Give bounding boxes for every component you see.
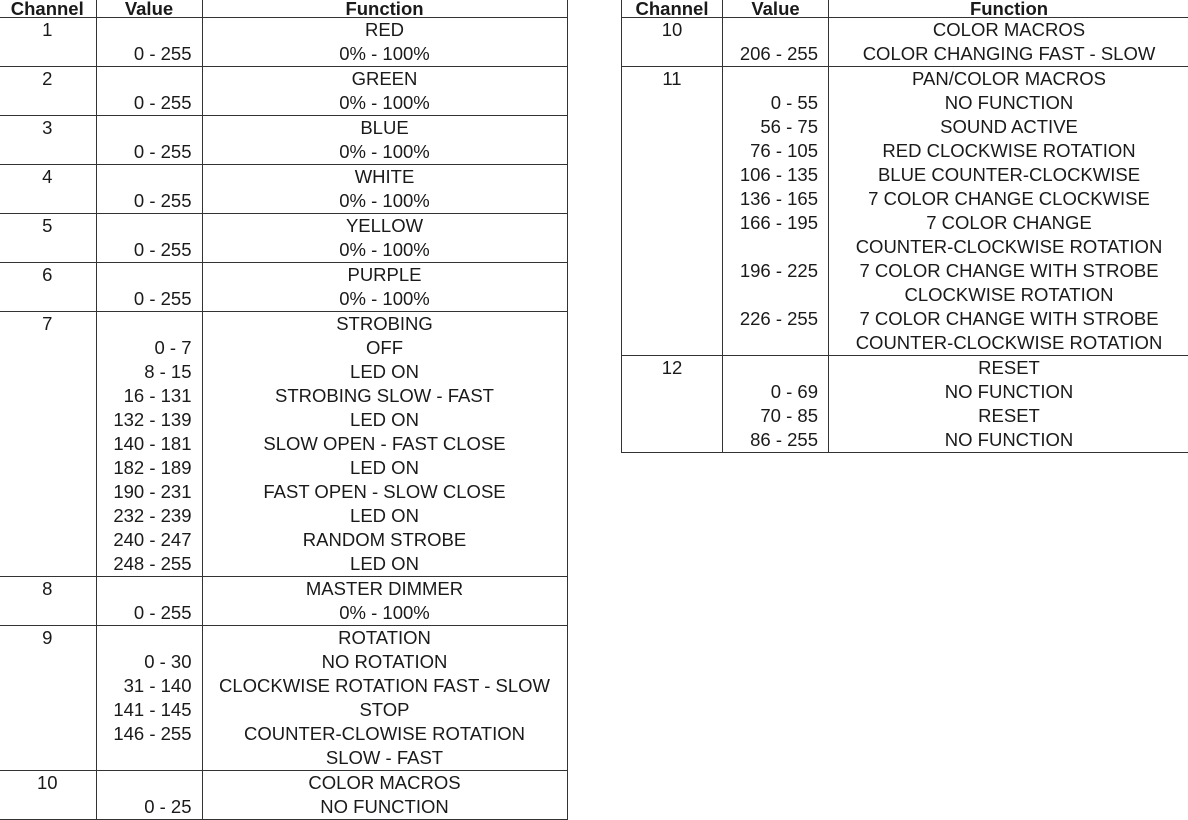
dmx-value-range: 86 - 255 <box>723 428 829 453</box>
channel-number <box>0 408 96 432</box>
dmx-value-range: 0 - 69 <box>723 380 829 404</box>
function-description: RESET <box>829 356 1188 381</box>
function-description: 0% - 100% <box>202 42 567 67</box>
function-description: LED ON <box>202 504 567 528</box>
function-description: RED <box>202 18 567 43</box>
dmx-value-range: 141 - 145 <box>96 698 202 722</box>
dmx-table-right <box>621 0 1188 453</box>
channel-number <box>0 746 96 771</box>
table-row <box>0 408 567 432</box>
function-description: 7 COLOR CHANGE CLOCKWISE <box>829 187 1188 211</box>
channel-group <box>0 165 567 214</box>
dmx-table-left <box>0 0 568 820</box>
table-row <box>0 384 567 408</box>
dmx-value-range: 0 - 55 <box>723 91 829 115</box>
table-row <box>0 140 567 165</box>
dmx-value-range: 0 - 255 <box>96 287 202 312</box>
dmx-value-range: 56 - 75 <box>723 115 829 139</box>
channel-group <box>622 356 1188 453</box>
table-row <box>0 650 567 674</box>
channel-number <box>622 163 723 187</box>
table-row <box>622 91 1188 115</box>
table-row <box>0 771 567 796</box>
channel-number <box>0 360 96 384</box>
table-row <box>0 601 567 626</box>
dmx-value-range: 0 - 7 <box>96 336 202 360</box>
header-function: Function <box>829 0 1188 18</box>
table-row <box>622 139 1188 163</box>
function-description: MASTER DIMMER <box>202 577 567 602</box>
table-row <box>622 356 1188 381</box>
function-description: STROBING SLOW - FAST <box>202 384 567 408</box>
table-row <box>0 480 567 504</box>
channel-number: 9 <box>0 626 96 651</box>
dmx-value-range: 0 - 255 <box>96 238 202 263</box>
table-row <box>0 528 567 552</box>
channel-number <box>0 287 96 312</box>
function-description: CLOCKWISE ROTATION FAST - SLOW <box>202 674 567 698</box>
dmx-value-range: 0 - 255 <box>96 189 202 214</box>
function-description: CLOCKWISE ROTATION <box>829 283 1188 307</box>
channel-number <box>622 235 723 259</box>
function-description: RESET <box>829 404 1188 428</box>
function-description: STROBING <box>202 312 567 337</box>
dmx-value-range <box>96 312 202 337</box>
dmx-value-range: 0 - 255 <box>96 601 202 626</box>
channel-number <box>0 336 96 360</box>
function-description: NO FUNCTION <box>829 91 1188 115</box>
channel-number <box>622 331 723 356</box>
channel-group <box>0 312 567 577</box>
table-row <box>0 67 567 92</box>
table-row <box>0 577 567 602</box>
channel-number: 6 <box>0 263 96 288</box>
channel-group <box>622 18 1188 67</box>
channel-group <box>0 116 567 165</box>
function-description: NO ROTATION <box>202 650 567 674</box>
header-function: Function <box>202 0 567 18</box>
table-row <box>622 404 1188 428</box>
header-channel: Channel <box>0 0 96 18</box>
header-channel: Channel <box>622 0 723 18</box>
dmx-value-range: 16 - 131 <box>96 384 202 408</box>
dmx-value-range <box>96 577 202 602</box>
table-row <box>0 287 567 312</box>
channel-number: 8 <box>0 577 96 602</box>
function-description: YELLOW <box>202 214 567 239</box>
table-row <box>622 211 1188 235</box>
table-row <box>0 263 567 288</box>
channel-group <box>0 67 567 116</box>
table-row <box>622 67 1188 92</box>
function-description: 7 COLOR CHANGE WITH STROBE <box>829 259 1188 283</box>
table-row <box>0 722 567 746</box>
dmx-value-range <box>96 116 202 141</box>
dmx-value-range: 31 - 140 <box>96 674 202 698</box>
table-row <box>0 238 567 263</box>
dmx-value-range <box>723 331 829 356</box>
function-description: LED ON <box>202 456 567 480</box>
dmx-value-range <box>723 67 829 92</box>
dmx-value-range: 0 - 25 <box>96 795 202 820</box>
dmx-value-range <box>96 771 202 796</box>
dmx-value-range: 76 - 105 <box>723 139 829 163</box>
function-description: OFF <box>202 336 567 360</box>
channel-number <box>0 238 96 263</box>
function-description: 0% - 100% <box>202 238 567 263</box>
dmx-value-range: 166 - 195 <box>723 211 829 235</box>
channel-number <box>622 115 723 139</box>
dmx-value-range <box>96 165 202 190</box>
table-row <box>622 307 1188 331</box>
channel-number <box>622 380 723 404</box>
channel-number <box>0 698 96 722</box>
table-row <box>0 360 567 384</box>
function-description: SLOW - FAST <box>202 746 567 771</box>
function-description: NO FUNCTION <box>202 795 567 820</box>
table-row <box>622 428 1188 453</box>
dmx-value-range: 146 - 255 <box>96 722 202 746</box>
dmx-value-range <box>723 235 829 259</box>
table-row <box>0 504 567 528</box>
channel-number <box>622 283 723 307</box>
channel-group <box>0 18 567 67</box>
channel-number <box>0 189 96 214</box>
function-description: NO FUNCTION <box>829 380 1188 404</box>
function-description: LED ON <box>202 552 567 577</box>
dmx-value-range: 190 - 231 <box>96 480 202 504</box>
dmx-value-range: 106 - 135 <box>723 163 829 187</box>
channel-number <box>622 139 723 163</box>
channel-number <box>0 42 96 67</box>
channel-number <box>0 480 96 504</box>
channel-number: 10 <box>0 771 96 796</box>
table-row <box>622 235 1188 259</box>
dmx-value-range: 248 - 255 <box>96 552 202 577</box>
table-row <box>0 432 567 456</box>
dmx-value-range <box>723 283 829 307</box>
dmx-value-range: 0 - 255 <box>96 140 202 165</box>
table-row <box>622 18 1188 43</box>
table-row <box>622 187 1188 211</box>
dmx-value-range: 70 - 85 <box>723 404 829 428</box>
header-value: Value <box>723 0 829 18</box>
function-description: GREEN <box>202 67 567 92</box>
function-description: BLUE <box>202 116 567 141</box>
function-description: 0% - 100% <box>202 91 567 116</box>
channel-number: 3 <box>0 116 96 141</box>
function-description: SOUND ACTIVE <box>829 115 1188 139</box>
function-description: LED ON <box>202 360 567 384</box>
dmx-value-range <box>96 67 202 92</box>
table-row <box>0 214 567 239</box>
dmx-value-range <box>96 746 202 771</box>
function-description: STOP <box>202 698 567 722</box>
table-row <box>0 456 567 480</box>
table-row <box>0 165 567 190</box>
channel-number: 10 <box>622 18 723 43</box>
dmx-value-range: 196 - 225 <box>723 259 829 283</box>
table-row <box>622 115 1188 139</box>
table-row <box>622 259 1188 283</box>
function-description: 0% - 100% <box>202 287 567 312</box>
function-description: FAST OPEN - SLOW CLOSE <box>202 480 567 504</box>
table-row <box>0 91 567 116</box>
channel-group <box>0 771 567 820</box>
table-row <box>0 698 567 722</box>
table-row <box>0 674 567 698</box>
channel-number: 12 <box>622 356 723 381</box>
dmx-value-range: 206 - 255 <box>723 42 829 67</box>
channel-number <box>622 428 723 453</box>
table-row <box>622 331 1188 356</box>
table-row <box>622 283 1188 307</box>
channel-number <box>622 211 723 235</box>
function-description: SLOW OPEN - FAST CLOSE <box>202 432 567 456</box>
channel-number <box>0 140 96 165</box>
function-description: 7 COLOR CHANGE <box>829 211 1188 235</box>
table-row <box>0 312 567 337</box>
dmx-value-range: 0 - 30 <box>96 650 202 674</box>
table-row <box>0 626 567 651</box>
dmx-value-range <box>96 263 202 288</box>
dmx-value-range: 140 - 181 <box>96 432 202 456</box>
function-description: ROTATION <box>202 626 567 651</box>
header-value: Value <box>96 0 202 18</box>
dmx-value-range: 136 - 165 <box>723 187 829 211</box>
dmx-value-range <box>96 214 202 239</box>
channel-number <box>0 528 96 552</box>
function-description: 7 COLOR CHANGE WITH STROBE <box>829 307 1188 331</box>
function-description: BLUE COUNTER-CLOCKWISE <box>829 163 1188 187</box>
channel-number <box>0 384 96 408</box>
dmx-value-range: 8 - 15 <box>96 360 202 384</box>
function-description: PAN/COLOR MACROS <box>829 67 1188 92</box>
channel-group <box>0 626 567 771</box>
channel-number <box>0 504 96 528</box>
channel-number <box>622 307 723 331</box>
table-row <box>0 746 567 771</box>
dmx-value-range: 182 - 189 <box>96 456 202 480</box>
channel-number <box>0 91 96 116</box>
channel-number <box>0 601 96 626</box>
channel-group <box>622 67 1188 356</box>
channel-number <box>0 722 96 746</box>
function-description: COLOR CHANGING FAST - SLOW <box>829 42 1188 67</box>
channel-number: 11 <box>622 67 723 92</box>
function-description: 0% - 100% <box>202 189 567 214</box>
dmx-value-range: 132 - 139 <box>96 408 202 432</box>
channel-number <box>622 91 723 115</box>
table-row <box>0 18 567 43</box>
channel-number <box>0 456 96 480</box>
dmx-value-range: 0 - 255 <box>96 42 202 67</box>
channel-number <box>0 650 96 674</box>
function-description: LED ON <box>202 408 567 432</box>
dmx-value-range <box>96 626 202 651</box>
function-description: RED CLOCKWISE ROTATION <box>829 139 1188 163</box>
channel-number: 5 <box>0 214 96 239</box>
function-description: COLOR MACROS <box>829 18 1188 43</box>
dmx-value-range: 226 - 255 <box>723 307 829 331</box>
function-description: NO FUNCTION <box>829 428 1188 453</box>
table-row <box>0 189 567 214</box>
channel-number: 7 <box>0 312 96 337</box>
dmx-value-range <box>96 18 202 43</box>
table-row <box>0 42 567 67</box>
table-row <box>622 42 1188 67</box>
channel-number <box>0 674 96 698</box>
function-description: 0% - 100% <box>202 140 567 165</box>
dmx-value-range: 240 - 247 <box>96 528 202 552</box>
channel-number <box>622 187 723 211</box>
table-row <box>622 380 1188 404</box>
channel-number <box>0 552 96 577</box>
function-description: COUNTER-CLOCKWISE ROTATION <box>829 331 1188 356</box>
channel-number: 4 <box>0 165 96 190</box>
function-description: COUNTER-CLOCKWISE ROTATION <box>829 235 1188 259</box>
channel-number <box>622 42 723 67</box>
function-description: WHITE <box>202 165 567 190</box>
table-row <box>0 336 567 360</box>
table-header-row <box>0 0 567 18</box>
channel-number <box>622 259 723 283</box>
channel-number: 2 <box>0 67 96 92</box>
dmx-value-range: 232 - 239 <box>96 504 202 528</box>
function-description: 0% - 100% <box>202 601 567 626</box>
dmx-value-range: 0 - 255 <box>96 91 202 116</box>
function-description: PURPLE <box>202 263 567 288</box>
channel-group <box>0 263 567 312</box>
channel-group <box>0 577 567 626</box>
table-row <box>0 116 567 141</box>
dmx-value-range <box>723 356 829 381</box>
channel-number <box>0 432 96 456</box>
function-description: COLOR MACROS <box>202 771 567 796</box>
function-description: RANDOM STROBE <box>202 528 567 552</box>
table-row <box>622 163 1188 187</box>
table-row <box>0 552 567 577</box>
table-header-row <box>622 0 1188 18</box>
function-description: COUNTER-CLOWISE ROTATION <box>202 722 567 746</box>
channel-group <box>0 214 567 263</box>
channel-number: 1 <box>0 18 96 43</box>
channel-number <box>622 404 723 428</box>
dmx-value-range <box>723 18 829 43</box>
